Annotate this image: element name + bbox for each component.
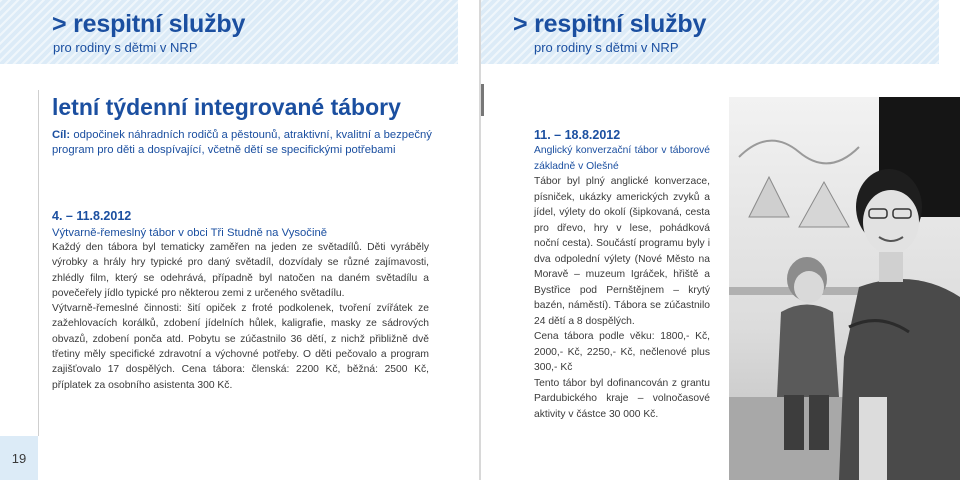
header-title: > respitní služby	[513, 10, 707, 38]
camp2-name: Anglický konverzační tábor v táborové základně v Olešné	[534, 145, 710, 172]
camp2-paragraph: Cena tábora podle věku: 1800,- Kč, 2000,- Kč, 2250,- Kč, nečlenové plus 300,- Kč	[534, 331, 710, 373]
goal-label: Cíl:	[52, 129, 71, 141]
camp-photo-image	[729, 97, 960, 480]
camp-photo	[729, 97, 960, 480]
camp1-name: Výtvarně-řemeslný tábor v obci Tři Studně na Vysočině	[52, 227, 328, 239]
camp1-description	[52, 240, 429, 393]
goal-paragraph	[52, 128, 442, 158]
camp1-paragraph: Výtvarně-řemeslné činnosti: šití opiček z froté podkolenek, tvoření zvířátek ze zažehlovacích korálků, zdobení jídelních hůlek, kaligrafie, masky ze sádrových obvazů, zdobení ponča atd. Pobytu se zúčastnilo 36 dětí, z nichž přibližně dvě třetiny měly specifické zdravotní a výchovné potřeby. O děti pečovalo a program zajišťovalo 17 dospělých. Cena tábora: členská: 2200 Kč, běžná: 2500 Kč, příplatek za osobního asistenta 300 Kč.	[52, 303, 429, 391]
page-number: 19	[11, 450, 27, 466]
gutter-mark	[481, 84, 484, 116]
margin-rule	[38, 90, 39, 436]
camp2-description	[534, 143, 710, 422]
header-subtitle: pro rodiny s dětmi v NRP	[53, 40, 198, 55]
page-title: letní týdenní integrované tábory	[52, 94, 401, 120]
right-page	[481, 0, 960, 480]
goal-text: odpočinek náhradních rodičů a pěstounů, atraktivní, kvalitní a bezpečný program pro děti a dospívající, včetně dětí se specifickými potřebami	[52, 129, 432, 156]
header-band	[481, 0, 939, 64]
camp1-date: 4. – 11.8.2012	[52, 209, 132, 223]
camp1-paragraph: Každý den tábora byl tematicky zaměřen na jeden ze světadílů. Děti vyráběly výrobky a hrály hry typické pro daný světadíl, dozvídaly se různé zajímavosti, zhlédly film, který se odehrává, případně byl natočen na daném světadílu a povečeřely jídlo typické pro některou zemi z určeného světadílu.	[52, 242, 429, 299]
left-page	[0, 0, 479, 480]
page-number-box	[0, 436, 38, 480]
camp2-paragraph: Tento tábor byl dofinancován z grantu Pardubického kraje – volnočasové aktivity v částce 30 000 Kč.	[534, 377, 710, 420]
header-band	[0, 0, 458, 64]
camp2-paragraph: Tábor byl plný anglické konverzace, písniček, ukázky amerických zvyků a jídel, výlety do okolí (šipkovaná, cesta pro dřevo, hry v lese, pohádková noční cesta). Součástí programu byly i dva odpolední výlety (Nové Město na Moravě – muzeum Igráček, hřiště a Bystřice pod Pernštějnem – krytý bazén, náměstí). Tábora se zúčastnilo 24 dětí a 8 dospělých.	[534, 176, 710, 327]
header-subtitle: pro rodiny s dětmi v NRP	[534, 40, 679, 55]
header-title: > respitní služby	[52, 10, 246, 38]
camp2-date: 11. – 18.8.2012	[534, 128, 621, 142]
